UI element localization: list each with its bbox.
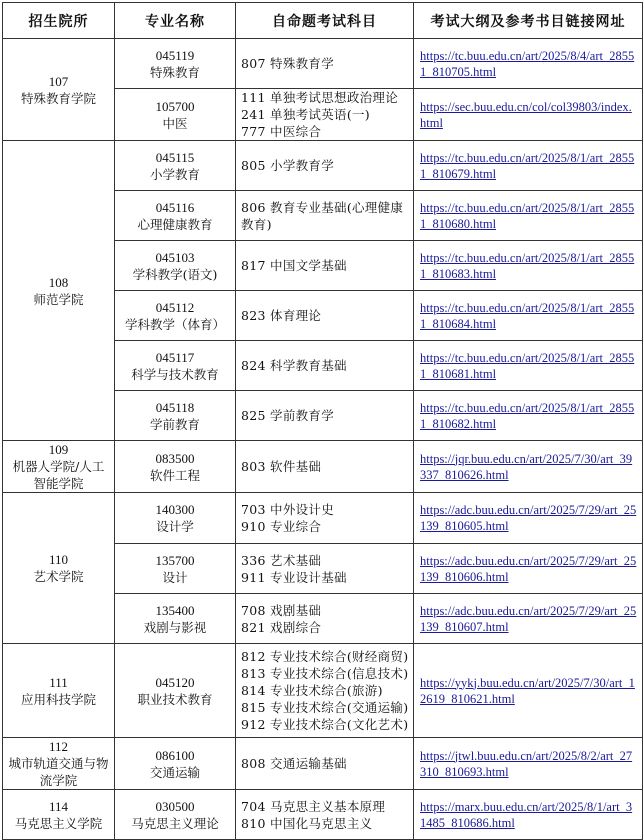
school-name: 特殊教育学院 <box>20 90 96 106</box>
syllabus-link[interactable]: https://tc.buu.edu.cn/art/2025/8/1/art_28551_810680.html <box>420 200 635 231</box>
school-code: 109 <box>48 442 69 457</box>
major-code: 135700 <box>155 552 195 568</box>
subject-item: 815 专业技术综合(交通运输) <box>241 700 409 715</box>
major-cell <box>115 738 236 790</box>
major-cell <box>115 493 236 544</box>
major-cell <box>115 544 236 594</box>
link-cell <box>414 191 643 241</box>
subjects-cell <box>236 594 414 644</box>
subject-item: 805 小学教育学 <box>241 158 335 173</box>
subjects-cell <box>236 191 414 241</box>
syllabus-link[interactable]: https://tc.buu.edu.cn/art/2025/8/1/art_28551_810683.html <box>420 250 635 281</box>
major-code: 105700 <box>155 98 195 114</box>
major-name: 中医 <box>162 115 188 131</box>
major-cell <box>115 441 236 493</box>
major-code: 045119 <box>155 47 195 63</box>
major-cell <box>115 89 236 141</box>
link-cell <box>414 241 643 291</box>
syllabus-link[interactable]: https://jqr.buu.edu.cn/art/2025/7/30/art_39337_810626.html <box>420 451 633 482</box>
subjects-cell <box>236 644 414 738</box>
subjects-cell <box>236 291 414 341</box>
major-cell <box>115 341 236 391</box>
school-code: 107 <box>48 73 69 89</box>
subject-item: 704 马克思主义基本原理 <box>241 798 386 814</box>
table-row <box>3 644 643 738</box>
table-row <box>3 790 643 840</box>
school-code: 114 <box>48 798 69 814</box>
major-cell <box>115 391 236 441</box>
major-code: 045116 <box>155 199 195 215</box>
major-name: 马克思主义理论 <box>131 815 219 831</box>
major-code: 045118 <box>155 399 195 415</box>
syllabus-link[interactable]: https://tc.buu.edu.cn/art/2025/8/1/art_28551_810681.html <box>420 350 635 381</box>
subject-item: 803 软件基础 <box>241 459 322 474</box>
subject-item: 825 学前教育学 <box>241 408 335 423</box>
major-name: 学科教学(语文) <box>132 266 218 282</box>
syllabus-link[interactable]: https://marx.buu.edu.cn/art/2025/8/1/art_31485_810686.html <box>420 799 633 830</box>
subject-item: 241 单独考试英语(一) <box>241 107 370 122</box>
major-name: 学前教育 <box>149 416 200 432</box>
subject-item: 708 戏剧基础 <box>241 602 322 618</box>
major-code: 045115 <box>155 149 195 165</box>
subject-item: 703 中外设计史 <box>241 502 335 517</box>
school-name: 应用科技学院 <box>20 691 96 707</box>
subjects-cell <box>236 89 414 141</box>
major-name: 软件工程 <box>149 467 200 483</box>
subjects-cell <box>236 441 414 493</box>
subjects-cell <box>236 241 414 291</box>
major-cell <box>115 39 236 89</box>
table-row <box>3 441 643 493</box>
subject-item: 336 艺术基础 <box>241 552 322 568</box>
syllabus-link[interactable]: https://adc.buu.edu.cn/art/2025/7/29/art_25139_810605.html <box>420 503 637 533</box>
major-name: 科学与技术教育 <box>131 366 219 382</box>
subject-item: 911 专业设计基础 <box>241 569 347 585</box>
syllabus-link[interactable]: https://tc.buu.edu.cn/art/2025/8/1/art_28551_810684.html <box>420 300 635 331</box>
school-code: 112 <box>48 739 69 754</box>
subjects-cell <box>236 544 414 594</box>
subject-item: 824 科学教育基础 <box>241 358 347 373</box>
school-cell <box>3 441 115 493</box>
subject-item: 823 体育理论 <box>241 308 322 323</box>
link-cell <box>414 644 643 738</box>
subjects-cell <box>236 493 414 544</box>
header-row <box>3 3 643 39</box>
subject-item: 912 专业技术综合(文化艺术) <box>241 717 409 732</box>
major-cell <box>115 191 236 241</box>
syllabus-link[interactable]: https://tc.buu.edu.cn/art/2025/8/4/art_28551_810705.html <box>420 48 635 79</box>
link-cell <box>414 493 643 544</box>
subject-item: 817 中国文学基础 <box>241 258 347 273</box>
table-row <box>3 738 643 790</box>
school-cell <box>3 738 115 790</box>
subject-item: 808 交通运输基础 <box>241 756 347 771</box>
syllabus-link[interactable]: https://yykj.buu.edu.cn/art/2025/7/30/art_12619_810621.html <box>420 675 635 706</box>
subject-item: 111 单独考试思想政治理论 <box>241 90 399 105</box>
major-name: 心理健康教育 <box>137 216 213 232</box>
link-cell <box>414 39 643 89</box>
admissions-table <box>2 2 643 840</box>
header-school: 招生院所 <box>3 3 115 39</box>
subjects-cell <box>236 141 414 191</box>
header-links: 考试大纲及参考书目链接网址 <box>414 3 643 39</box>
school-code: 110 <box>48 552 69 567</box>
school-cell <box>3 493 115 644</box>
major-code: 045103 <box>155 249 195 265</box>
syllabus-link[interactable]: https://sec.buu.edu.cn/col/col39803/index.html <box>420 99 632 130</box>
link-cell <box>414 594 643 644</box>
link-cell <box>414 141 643 191</box>
header-subjects: 自命题考试科目 <box>236 3 414 39</box>
subject-item: 806 教育专业基础(心理健康教育) <box>241 199 404 232</box>
major-cell <box>115 241 236 291</box>
major-code: 135400 <box>155 602 195 618</box>
school-name: 艺术学院 <box>33 569 84 584</box>
subject-item: 814 专业技术综合(旅游) <box>241 683 383 698</box>
link-cell <box>414 291 643 341</box>
subjects-cell <box>236 738 414 790</box>
school-code: 108 <box>48 274 69 290</box>
major-cell <box>115 291 236 341</box>
major-cell <box>115 141 236 191</box>
school-name: 师范学院 <box>33 291 84 307</box>
table-row <box>3 141 643 191</box>
subjects-cell <box>236 391 414 441</box>
major-name: 设计学 <box>156 519 194 534</box>
school-cell <box>3 644 115 738</box>
school-cell <box>3 790 115 840</box>
major-name: 职业技术教育 <box>137 691 213 707</box>
subject-item: 807 特殊教育学 <box>241 56 335 71</box>
major-name: 学科教学（体育） <box>124 316 225 332</box>
major-name: 戏剧与影视 <box>143 619 207 635</box>
major-name: 特殊教育 <box>149 64 200 80</box>
subjects-cell <box>236 790 414 840</box>
subjects-cell <box>236 39 414 89</box>
link-cell <box>414 89 643 141</box>
syllabus-link[interactable]: https://jtwl.buu.edu.cn/art/2025/8/2/art_27310_810693.html <box>420 748 633 779</box>
school-cell <box>3 141 115 441</box>
school-name: 城市轨道交通与物流学院 <box>8 756 109 788</box>
syllabus-link[interactable]: https://tc.buu.edu.cn/art/2025/8/1/art_28551_810682.html <box>420 400 635 431</box>
table-row <box>3 493 643 544</box>
school-cell <box>3 39 115 141</box>
subjects-cell <box>236 341 414 391</box>
major-code: 045120 <box>155 674 195 690</box>
major-code: 045117 <box>155 349 195 365</box>
syllabus-link[interactable]: https://adc.buu.edu.cn/art/2025/7/29/art_25139_810606.html <box>420 553 637 584</box>
major-cell <box>115 594 236 644</box>
subject-item: 812 专业技术综合(财经商贸) <box>241 649 409 664</box>
major-code: 086100 <box>155 747 195 763</box>
major-name: 设计 <box>162 569 188 585</box>
subject-item: 813 专业技术综合(信息技术) <box>241 666 409 681</box>
header-major: 专业名称 <box>115 3 236 39</box>
major-code: 045112 <box>155 299 195 315</box>
link-cell <box>414 441 643 493</box>
major-cell <box>115 644 236 738</box>
link-cell <box>414 790 643 840</box>
syllabus-link[interactable]: https://adc.buu.edu.cn/art/2025/7/29/art_25139_810607.html <box>420 603 637 634</box>
syllabus-link[interactable]: https://tc.buu.edu.cn/art/2025/8/1/art_28551_810679.html <box>420 150 635 181</box>
major-code: 140300 <box>155 502 195 517</box>
subject-item: 821 戏剧综合 <box>241 619 322 635</box>
link-cell <box>414 544 643 594</box>
major-code: 030500 <box>155 798 195 814</box>
table-row <box>3 39 643 89</box>
major-name: 小学教育 <box>149 166 200 182</box>
major-code: 083500 <box>155 450 195 466</box>
school-name: 机器人学院/人工智能学院 <box>12 459 105 491</box>
major-cell <box>115 790 236 840</box>
subject-item: 777 中医综合 <box>241 124 322 139</box>
subject-item: 910 专业综合 <box>241 519 322 534</box>
subject-item: 810 中国化马克思主义 <box>241 815 373 831</box>
school-code: 111 <box>49 674 68 690</box>
school-name: 马克思主义学院 <box>14 815 103 831</box>
major-name: 交通运输 <box>149 764 200 780</box>
link-cell <box>414 341 643 391</box>
link-cell <box>414 738 643 790</box>
link-cell <box>414 391 643 441</box>
